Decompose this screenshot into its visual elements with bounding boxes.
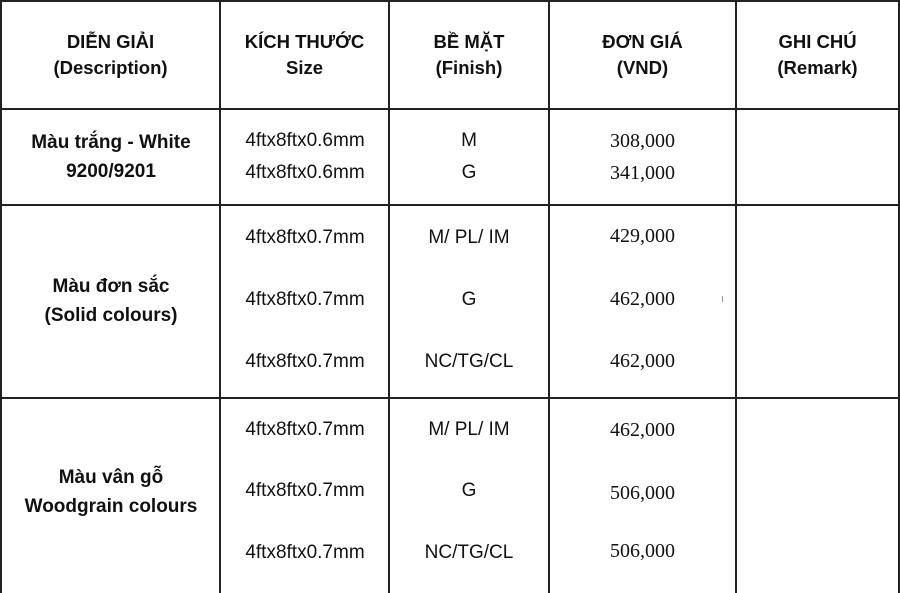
size-cell: 4ftx8ftx0.7mm bbox=[245, 289, 365, 310]
size-cell: 4ftx8ftx0.7mm bbox=[245, 227, 365, 248]
header-line: DIỄN GIẢI bbox=[66, 31, 155, 52]
finish-cell: G bbox=[461, 480, 477, 501]
description-line: Woodgrain colours bbox=[24, 496, 198, 517]
finish-cell: NC/TG/CL bbox=[424, 542, 514, 563]
group-description bbox=[2, 462, 220, 522]
header-size bbox=[221, 28, 388, 82]
size-cell: 4ftx8ftx0.6mm bbox=[245, 130, 365, 151]
row-divider bbox=[0, 108, 900, 110]
description-line: (Solid colours) bbox=[44, 305, 178, 326]
finish-cell: G bbox=[461, 289, 477, 310]
finish-cell: M/ PL/ IM bbox=[428, 419, 510, 440]
price-cell: 462,000 bbox=[610, 419, 675, 441]
finish-cell: G bbox=[461, 162, 477, 183]
description-line: 9200/9201 bbox=[66, 161, 156, 182]
header-line: (VND) bbox=[616, 57, 669, 78]
price-cell: 506,000 bbox=[610, 540, 675, 562]
price-cell: 429,000 bbox=[610, 225, 675, 247]
price-cell: 506,000 bbox=[610, 482, 675, 504]
group-description bbox=[2, 271, 220, 331]
row-divider bbox=[0, 204, 900, 206]
description-line: Màu đơn sắc bbox=[52, 276, 170, 297]
row-divider bbox=[0, 0, 900, 2]
stray-mark bbox=[722, 296, 723, 302]
row-divider bbox=[0, 397, 900, 399]
description-line: Màu trắng - White bbox=[31, 132, 191, 153]
price-cell: 341,000 bbox=[610, 162, 675, 184]
description-line: Màu vân gỗ bbox=[58, 467, 164, 488]
header-line: ĐƠN GIÁ bbox=[602, 31, 683, 52]
size-cell: 4ftx8ftx0.7mm bbox=[245, 419, 365, 440]
size-cell: 4ftx8ftx0.7mm bbox=[245, 480, 365, 501]
header-remark bbox=[737, 28, 898, 82]
header-line: KÍCH THƯỚC bbox=[244, 31, 365, 52]
header-finish bbox=[390, 28, 548, 82]
finish-cell: M bbox=[461, 130, 477, 151]
finish-cell: NC/TG/CL bbox=[424, 351, 514, 372]
header-line: Size bbox=[285, 57, 324, 78]
price-cell: 462,000 bbox=[610, 288, 675, 310]
finish-cell: M/ PL/ IM bbox=[428, 227, 510, 248]
header-line: (Remark) bbox=[777, 57, 858, 78]
size-cell: 4ftx8ftx0.6mm bbox=[245, 162, 365, 183]
price-cell: 308,000 bbox=[610, 130, 675, 152]
header-line: (Description) bbox=[53, 57, 168, 78]
header-line: (Finish) bbox=[435, 57, 503, 78]
column-divider bbox=[735, 0, 737, 593]
header-price bbox=[550, 28, 735, 82]
group-description bbox=[2, 127, 220, 187]
header-description bbox=[2, 28, 219, 82]
size-cell: 4ftx8ftx0.7mm bbox=[245, 542, 365, 563]
size-cell: 4ftx8ftx0.7mm bbox=[245, 351, 365, 372]
header-line: BỀ MẶT bbox=[433, 31, 505, 52]
header-line: GHI CHÚ bbox=[778, 31, 857, 52]
price-cell: 462,000 bbox=[610, 350, 675, 372]
